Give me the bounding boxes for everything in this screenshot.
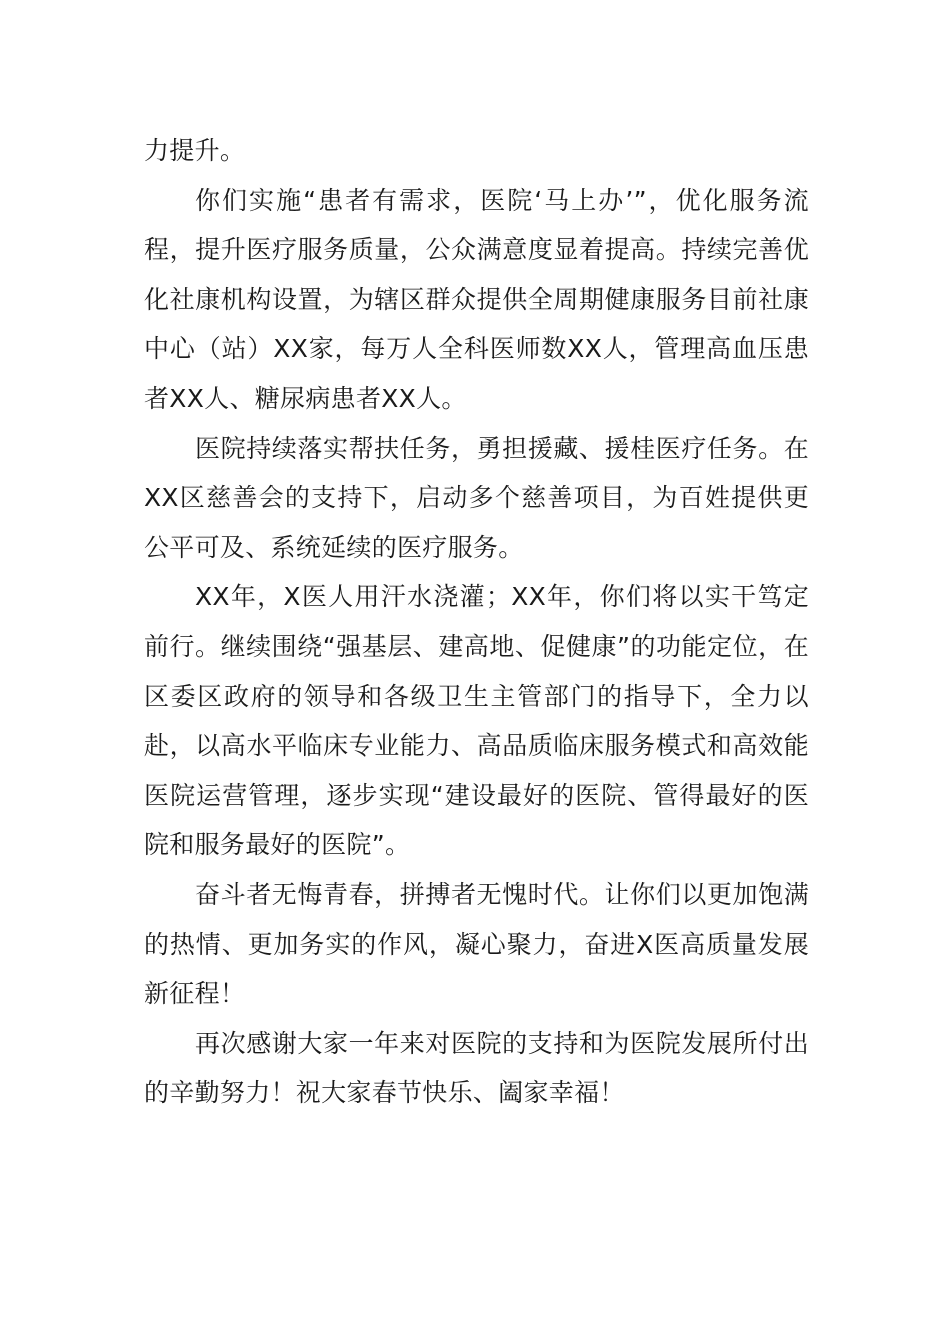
paragraph-continuation: 力提升。: [144, 136, 246, 165]
paragraph-encouragement: 奋斗者无悔青春，拼搏者无愧时代。让你们以更加饱满的热情、更加务实的作风，凝心聚力，奋进X医高质量发展新征程！: [144, 879, 809, 1009]
paragraph-thanks-greeting: 再次感谢大家一年来对医院的支持和为医院发展所付出的辛勤努力！祝大家春节快乐、阖家幸福！: [144, 1028, 809, 1108]
document-body: [144, 126, 809, 1118]
paragraph-service-improvement: 你们实施“患者有需求，医院‘马上办’”，优化服务流程，提升医疗服务质量，公众满意度显着提高。持续完善优化社康机构设置，为辖区群众提供全周期健康服务目前社康中心（站）XX家，每万人全科医师数XX人，管理高血压患者XX人、糖尿病患者XX人。: [144, 185, 809, 413]
paragraph-future-goals: XX年，X医人用汗水浇灌；XX年，你们将以实干笃定前行。继续围绕“强基层、建高地、促健康”的功能定位，在区委区政府的领导和各级卫生主管部门的指导下，全力以赴，以高水平临床专业能力、高品质临床服务模式和高效能医院运营管理，逐步实现“建设最好的医院、管得最好的医院和服务最好的医院”。: [144, 582, 809, 860]
paragraph-assistance-tasks: 医院持续落实帮扶任务，勇担援藏、援桂医疗任务。在XX区慈善会的支持下，启动多个慈善项目，为百姓提供更公平可及、系统延续的医疗服务。: [144, 433, 809, 562]
